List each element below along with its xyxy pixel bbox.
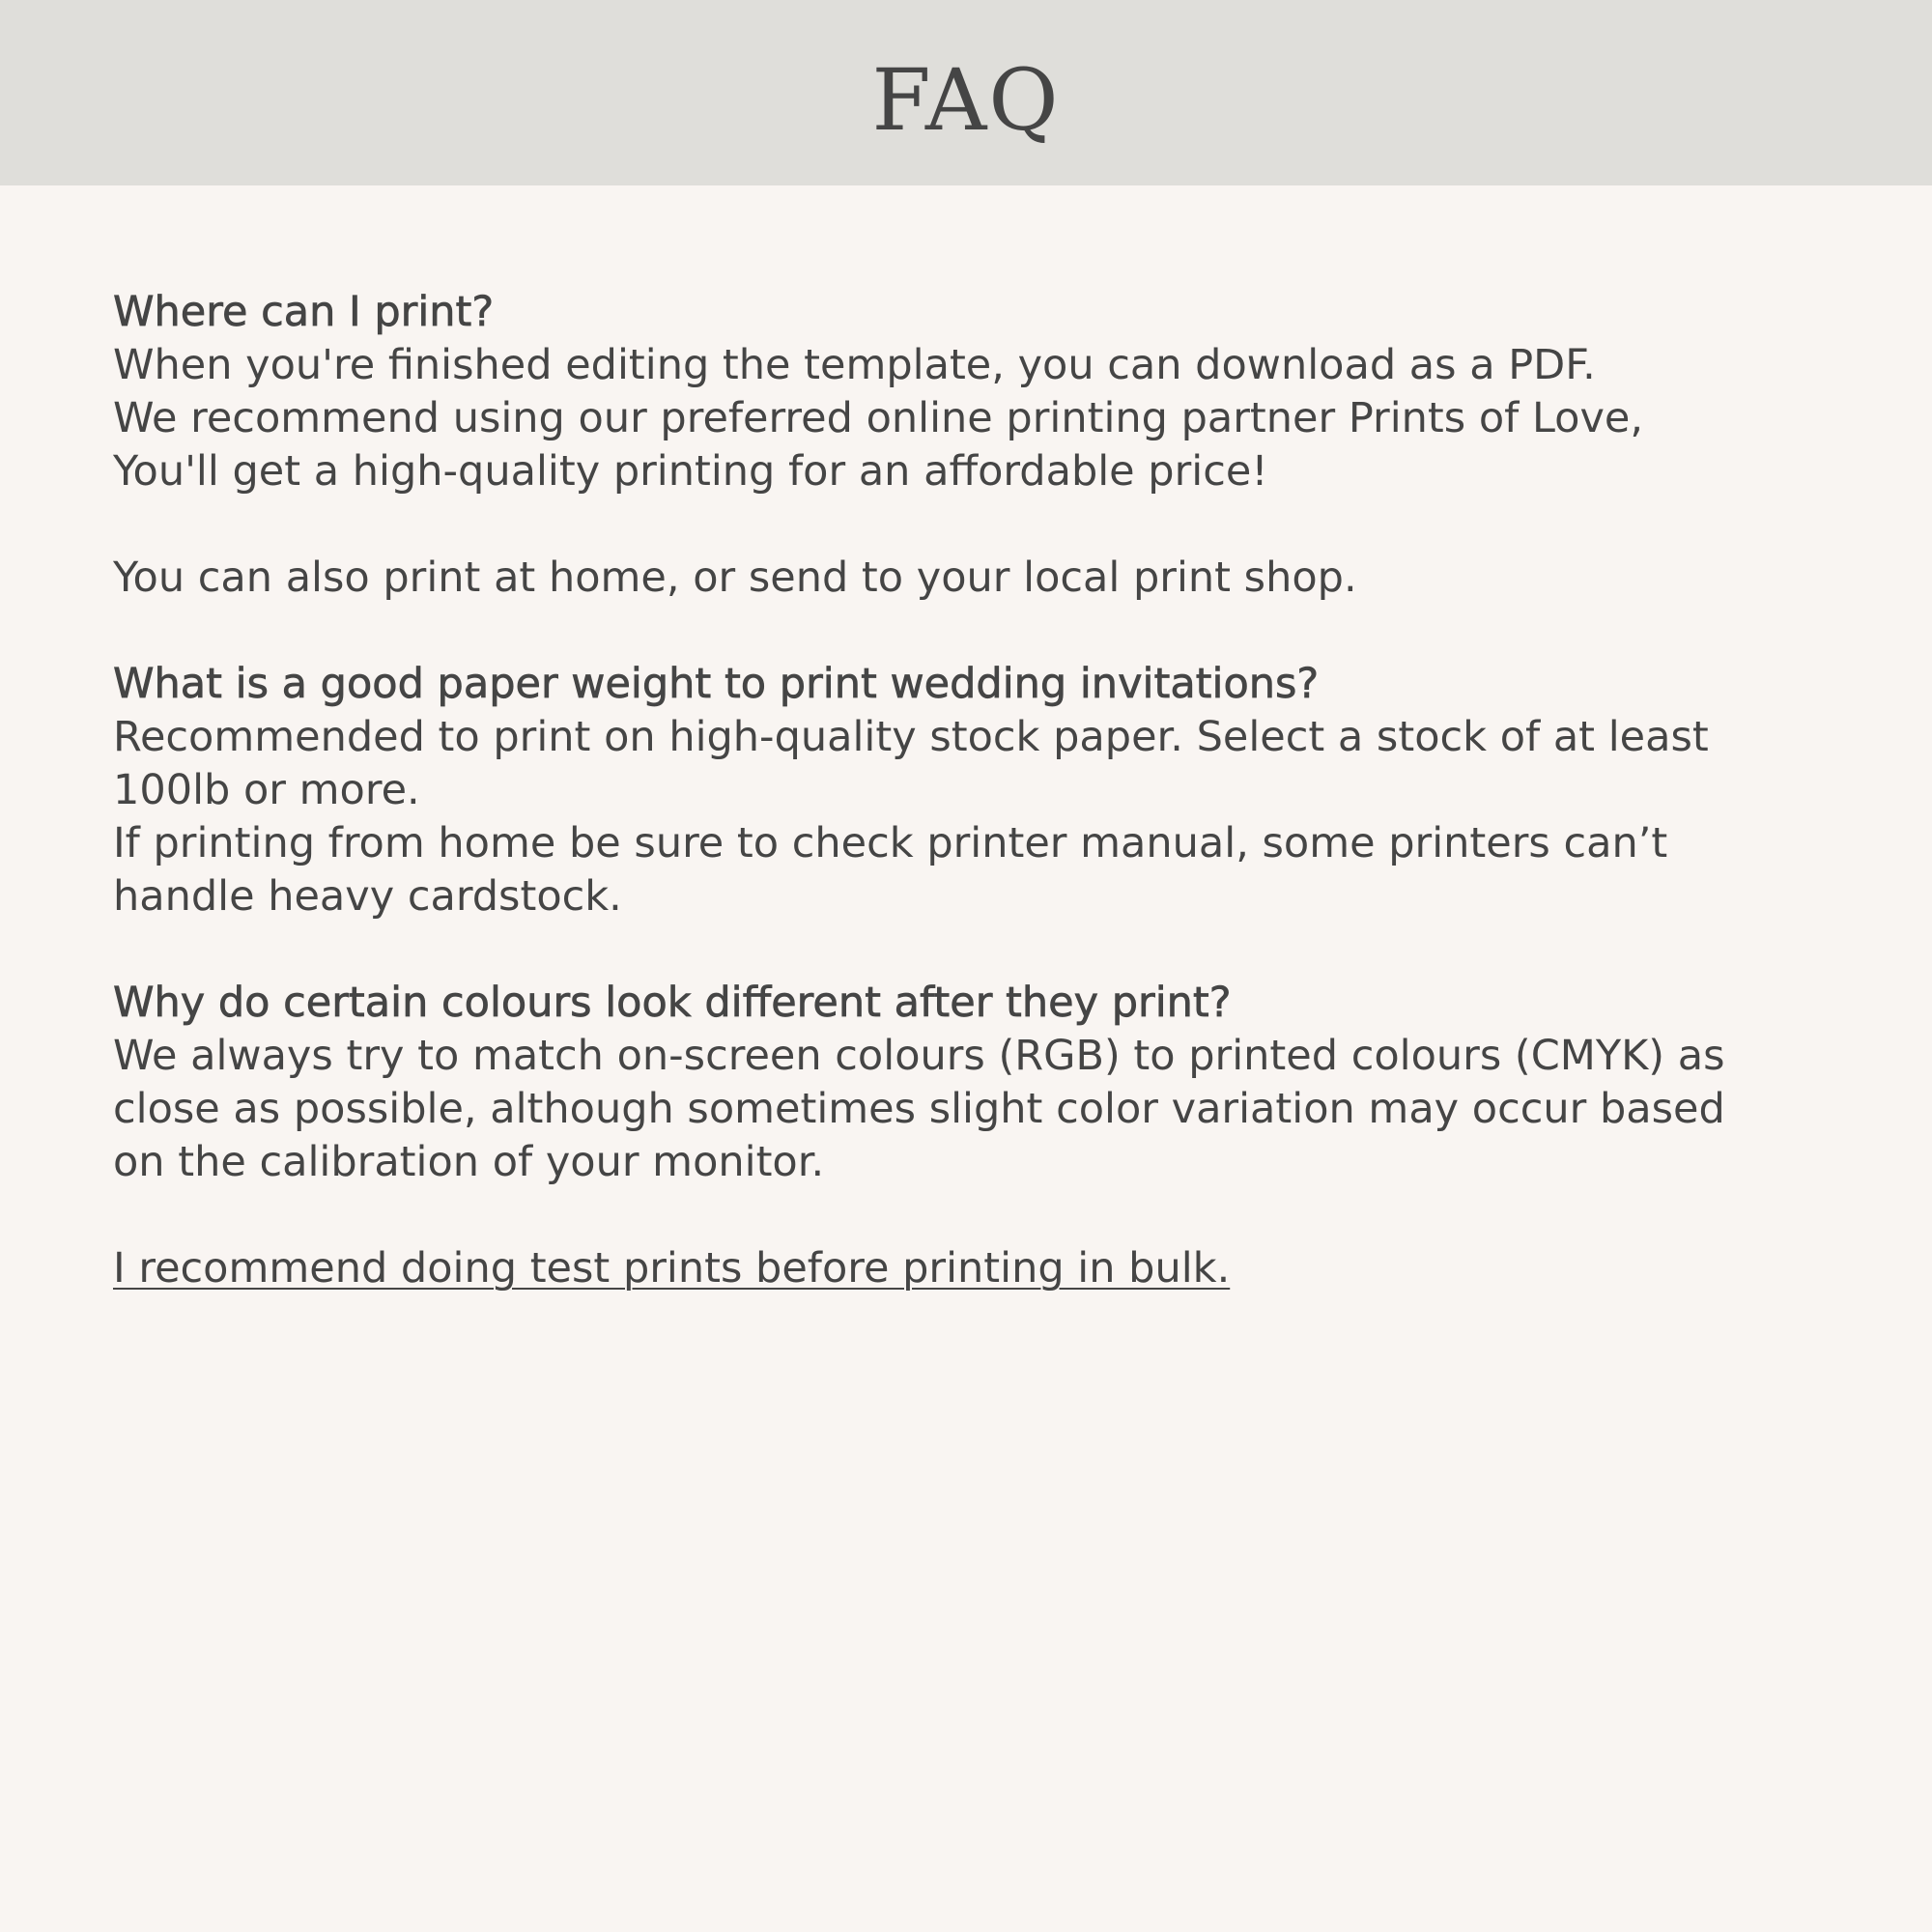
faq-answer-line: You can also print at home, or send to your local print shop.	[113, 554, 1357, 602]
faq-answer-line: We recommend using our preferred online printing partner Prints of Love,	[113, 394, 1644, 442]
faq-answer-line: 100lb or more.	[113, 766, 420, 814]
faq-answer-line: You'll get a high-quality printing for an affordable price!	[113, 447, 1268, 496]
faq-answer-line: close as possible, although sometimes slight color variation may occur based	[113, 1085, 1725, 1133]
spacer	[113, 923, 1833, 977]
faq-answer-line: Recommended to print on high-quality stock paper. Select a stock of at least	[113, 713, 1709, 761]
faq-answer-line: If printing from home be sure to check printer manual, some printers can’t	[113, 819, 1668, 867]
spacer	[113, 498, 1833, 552]
faq-question: Why do certain colours look different after they print?	[113, 979, 1232, 1027]
faq-item-colour-difference	[113, 977, 1833, 1189]
faq-item-where-to-print	[113, 286, 1833, 605]
faq-answer-line: We always try to match on-screen colours (RGB) to printed colours (CMYK) as	[113, 1032, 1725, 1080]
faq-question: Where can I print?	[113, 288, 495, 336]
spacer	[113, 1189, 1833, 1242]
faq-question: What is a good paper weight to print wedding invitations?	[113, 660, 1320, 708]
faq-answer-line: When you're finished editing the template, you can download as a PDF.	[113, 341, 1596, 389]
page-title: FAQ	[871, 50, 1061, 150]
faq-item-paper-weight	[113, 658, 1833, 923]
spacer	[113, 605, 1833, 658]
test-prints-link[interactable]: I recommend doing test prints before printing in bulk.	[113, 1244, 1231, 1293]
header-bar	[0, 0, 1932, 185]
faq-content	[113, 286, 1833, 1295]
faq-answer-line: handle heavy cardstock.	[113, 872, 622, 921]
faq-answer-line: on the calibration of your monitor.	[113, 1138, 825, 1186]
